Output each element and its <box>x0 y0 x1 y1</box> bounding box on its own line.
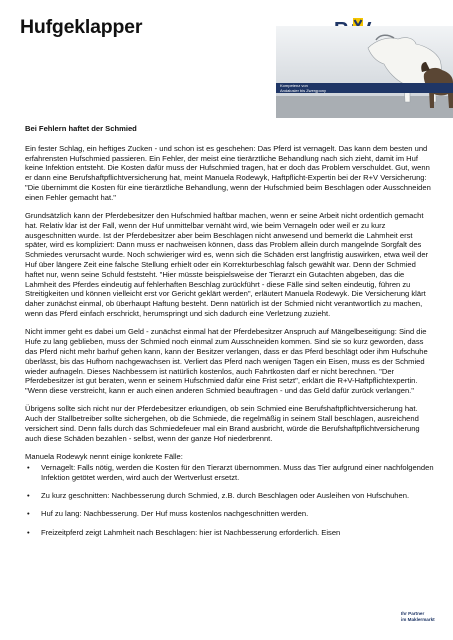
list-item <box>27 509 435 519</box>
article-heading: Bei Fehlern haftet der Schmied <box>25 124 137 133</box>
list-item-text: Vernagelt: Falls nötig, werden die Kosten für den Tierarzt übernommen. Muss das Tier aufgrund einer nachfolgenden Infektion getötet werden, wird auch der Wertverlust ersetzt. <box>41 462 434 482</box>
list-item-text: Zu kurz geschnitten: Nachbesserung durch Schmied, z.B. durch Beschlagen oder Ausleihen von Hufschuhen. <box>41 491 410 500</box>
horse-pony-illustration <box>276 26 453 118</box>
article-body <box>25 124 435 539</box>
footer-brand <box>401 611 435 623</box>
list-item <box>27 527 435 538</box>
header-banner-image <box>276 26 453 118</box>
banner-caption: Kompetenz von Andalusier bis Zwergpony <box>280 83 327 93</box>
bullet-icon: • <box>27 509 30 519</box>
list-item-text: Huf zu lang: Nachbesserung. Der Huf muss kostenlos nachgeschnitten werden. <box>41 509 309 519</box>
list-item <box>27 491 435 501</box>
bullet-icon: • <box>27 491 30 500</box>
page-header <box>0 0 453 118</box>
article-paragraph: Ein fester Schlag, ein heftiges Zucken - und schon ist es geschehen: Das Pferd ist vernagelt. Das kann dem besten und erfahrensten Hufschmied passieren. Ein Fehler, der meist eine tierärztliche Behandlung nach sich zieht, damit im Huf keine Infektion entsteht. Die Kosten dafür muss der Hufschmied tragen, hat er doch das Problem verschuldet. Gut, wenn er dann eine Berufshaftpflichtversicherung hat, meint Manuela Rodewyk, Haftpflicht-Expertin bei der R+V Versicherung: "Die übernimmt die Kosten für eine tierärztliche Behandlung, wenn der Hufschmied beim Beschlagen oder Ausschneiden einen Fehler gemacht hat." <box>25 143 431 202</box>
list-item <box>27 462 435 483</box>
article-paragraph: Nicht immer geht es dabei um Geld - zunächst einmal hat der Pferdebesitzer Anspruch auf Mängelbeseitigung: Sind die Hufe zu lang geblieben, muss der Schmied noch einmal zum Ausschneiden kommen. Sind sie so kurz geworden, dass das Pferd nicht mehr barhuf gehen kann, kann der Besitzer verlangen, dass er das Pferd beschlägt oder ihm Hufschuhe überlässt, bis das Hufhorn nachgewachsen ist. Verliert das Pferd nach wenigen Tagen ein Eisen, muss es der Schmied wieder aufnageln. Dieses Nachbessern ist natürlich kostenlos, auch Fahrtkosten darf er nicht berechnen. "Der Pferdebesitzer ist gut beraten, wenn er seinem Hufschmied dafür eine Frist setzt", erklärt die R+V-Haftpflichtexpertin. "Wenn diese verstreicht, kann er auch einen anderen Schmied beauftragen - und das Geld dafür zurück verlangen." <box>25 327 428 396</box>
cases-intro: Manuela Rodewyk nennt einige konkrete Fälle: <box>25 452 183 462</box>
article-paragraph: Grundsätzlich kann der Pferdebesitzer den Hufschmied haftbar machen, wenn er seine Arbeit nicht ordentlich gemacht hat. Relativ klar ist der Fall, wenn der Huf unmittelbar vernäht wird, wie beim Vernageln oder weil er zu kurz ausgeschnitten wurde. Ist der Pferdebesitzer aber beim Beschlagen nicht anwesend und bemerkt die Lahmheit erst später, wird es kompliziert: Dann muss er nachweisen können, dass das Problem allein durch mangelnde Sorgfalt des Schmiedes verursacht wurde. Noch schwieriger wird es, wenn sich die Schäden erst langfristig auswirken, etwa weil der Huf über längere Zeit eine falsche Stellung erhielt oder ein Korrekturbeschlag falsch gewählt war. Denn der Schmied haftet nur, wenn seine Schuld feststeht. "Hier müsste beispielsweise der Tierarzt ein Gutachten abgeben, das die Lahmheit des Pferdes eindeutig auf fehlerhaften Beschlag zurückführt - diese Fälle sind selten eindeutig, führen zu Streitigkeiten und können vielleicht erst vor Gericht geklärt werden", erläutert Manuela Rodewyk. Die Versicherung klärt daher zunächst einmal, ob überhaupt Haftung besteht. Denn natürlich ist der Schmied nicht verantwortlich zu machen, wenn das Pferd einfach erschrickt, herumspringt und sich dadurch eine Verletzung zuzieht. <box>25 211 429 319</box>
cases-list <box>25 463 435 537</box>
footer-brand-line: Ihr Partner <box>401 611 425 616</box>
document-title: Hufgeklapper <box>20 16 143 38</box>
list-item-text: Freizeitpferd zeigt Lahmheit nach Beschlagen: hier ist Nachbesserung erforderlich. Eisen <box>41 527 341 537</box>
article-paragraph: Übrigens sollte sich nicht nur der Pferdebesitzer erkundigen, ob sein Schmied eine Berufshaftpflichtversicherung hat. Auch der Stallbetreiber sollte sichergehen, ob die Schmiede, die regelmäßig in seinem Stall beschlagen, ausreichend versichert sind. Denn falls durch das Schmiedefeuer mal ein Brand ausbricht, würde die Berufshaftpflichtversicherung auch diese Schäden bezahlen - selbst, wenn der ganze Hof niederbrennt. <box>25 404 420 443</box>
bullet-icon: • <box>27 462 30 472</box>
bullet-icon: • <box>27 527 30 537</box>
footer-brand-line: im Maklermarkt <box>401 617 435 622</box>
